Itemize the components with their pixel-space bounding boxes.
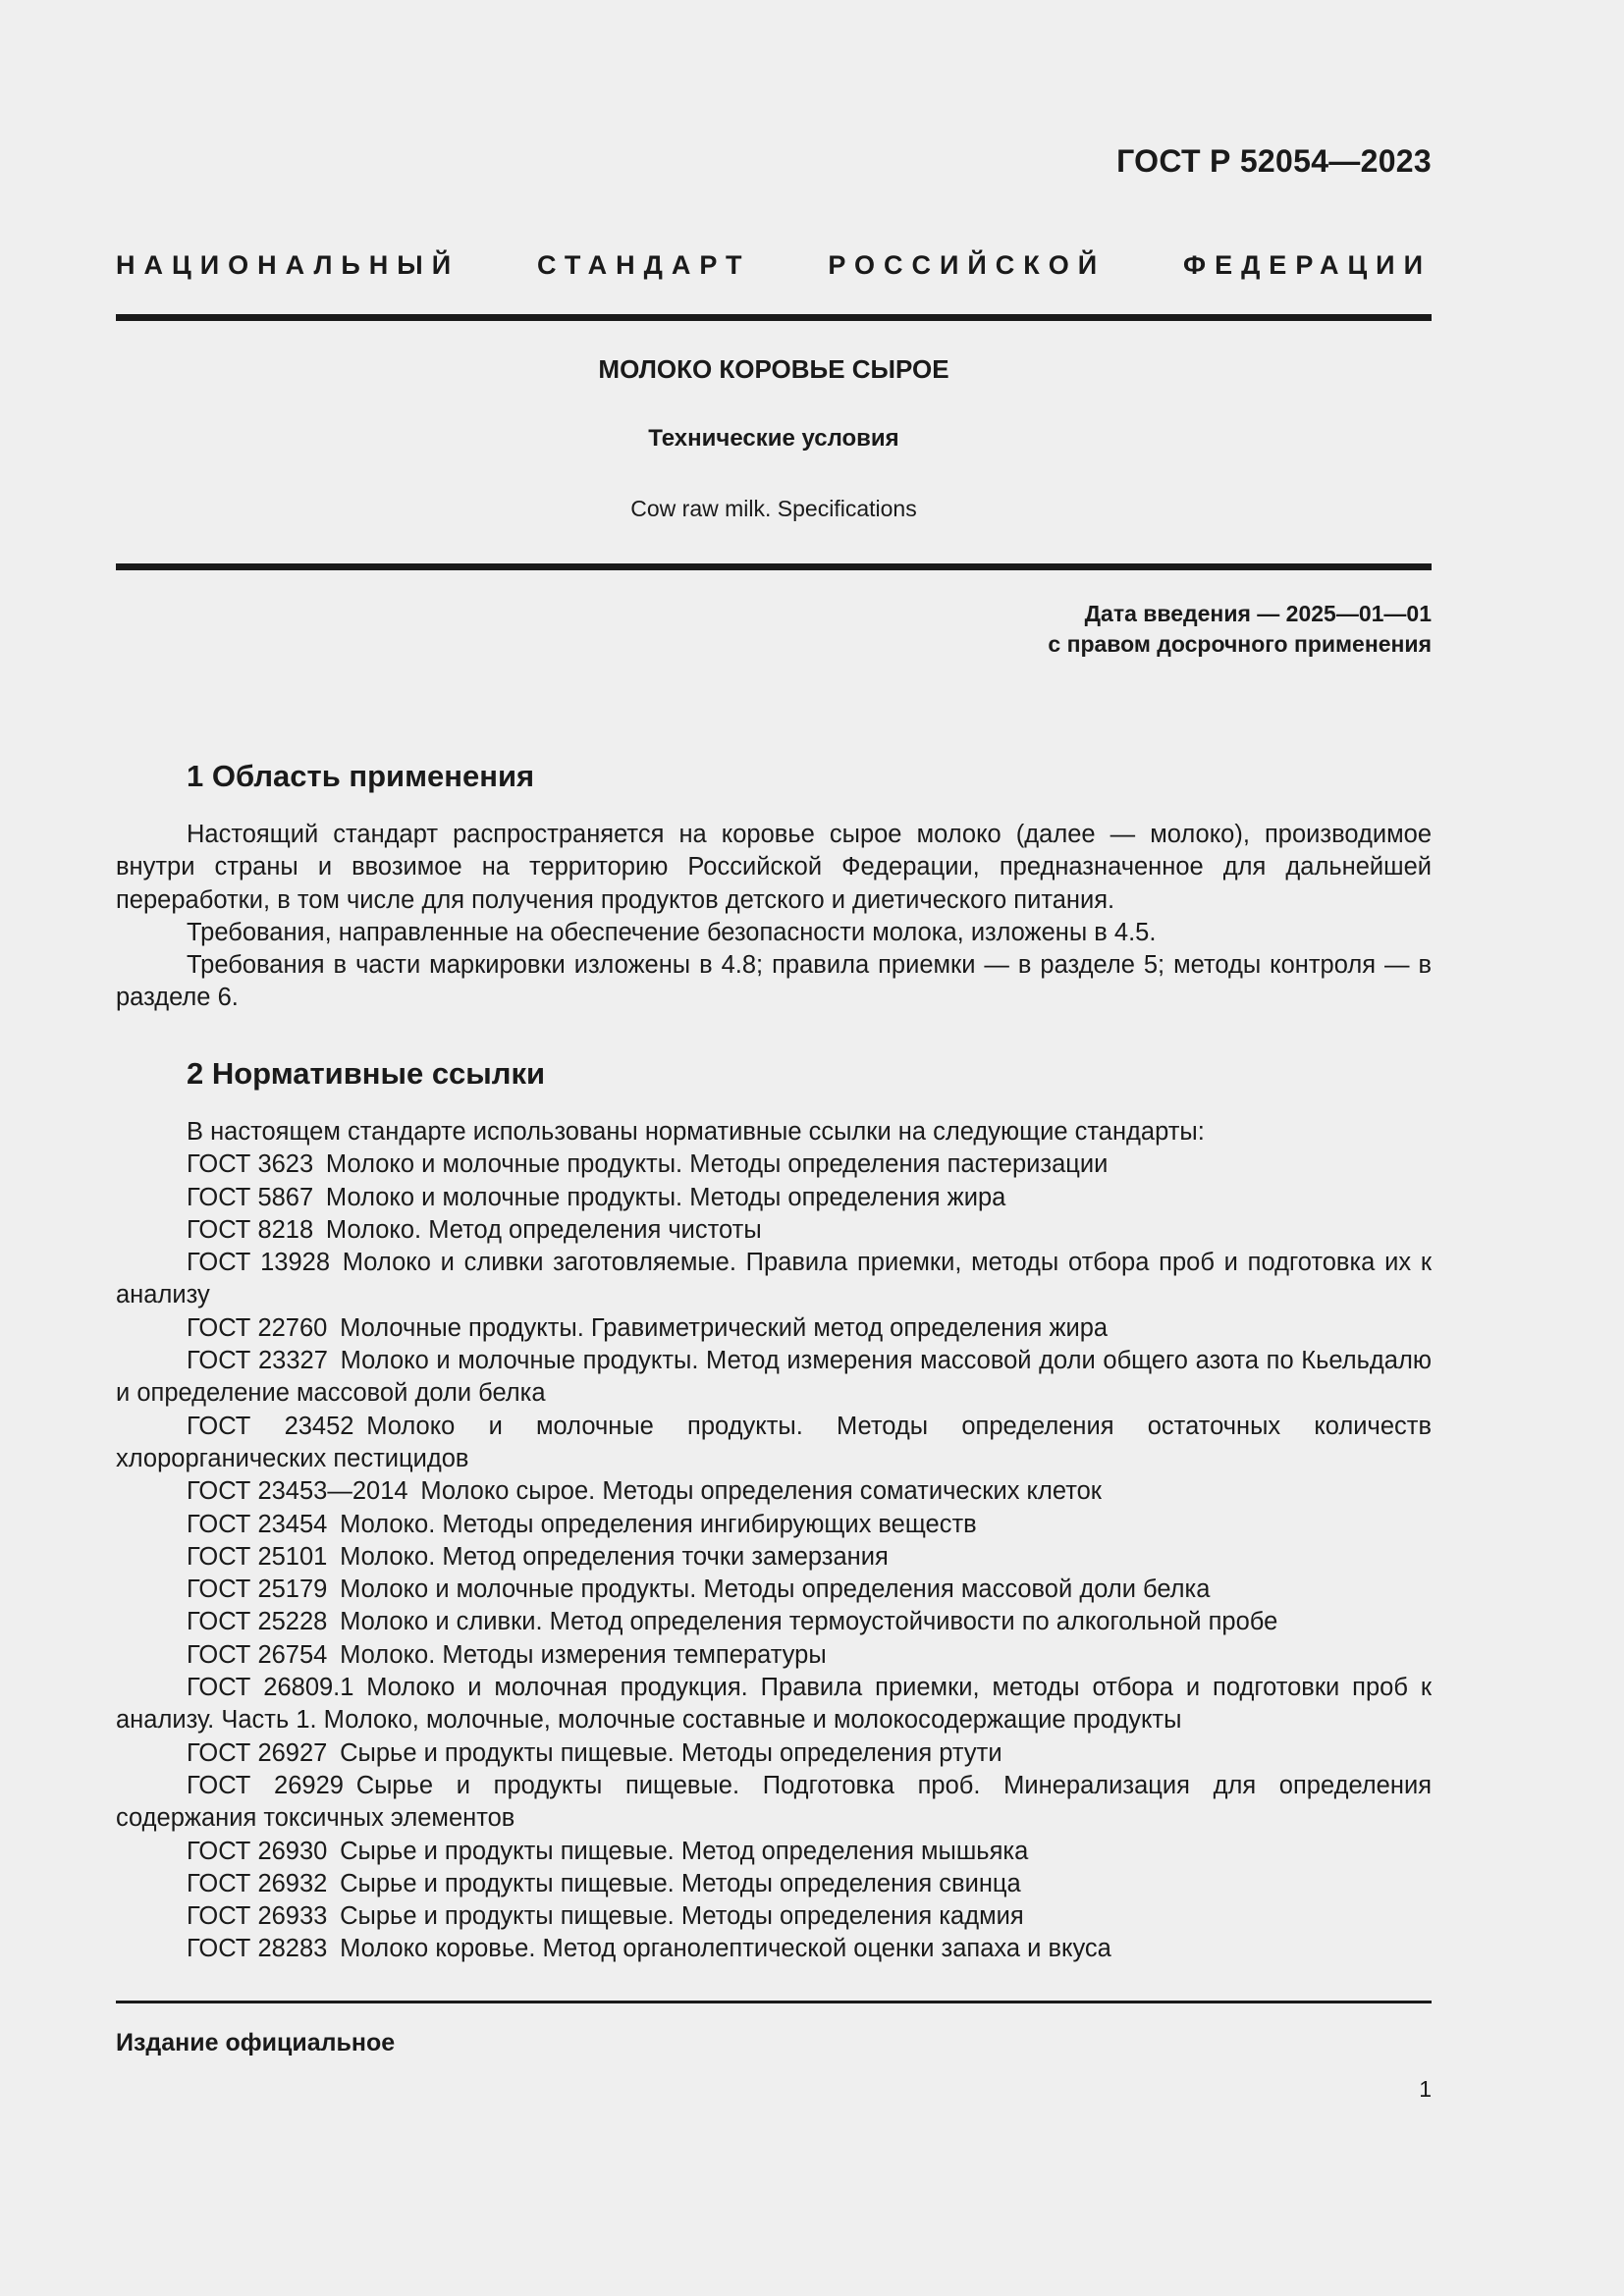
reference-item: [116, 1345, 1432, 1411]
reference-code: ГОСТ 23453—2014: [187, 1477, 408, 1506]
reference-item: [116, 1182, 1432, 1214]
reference-title: Сырье и продукты пищевые. Методы определения ртути: [340, 1738, 1002, 1767]
reference-code: ГОСТ 5867: [187, 1183, 314, 1211]
reference-title: Молоко и молочные продукты. Методы определения массовой доли белка: [340, 1575, 1211, 1604]
page-number: 1: [1419, 2076, 1432, 2102]
introduction-date: Дата введения — 2025—01—01: [1084, 601, 1432, 626]
document-title: МОЛОКО КОРОВЬЕ СЫРОЕ: [598, 354, 949, 384]
section-1-paragraph: Настоящий стандарт распространяется на коровье сырое молоко (далее — молоко), производимое внутри страны и ввозимое на территорию Российской Федерации, предназначенное для дальнейшей переработки, в том числе для получения продуктов детского и диетического питания.: [116, 821, 1432, 914]
reference-code: ГОСТ 22760: [187, 1313, 328, 1342]
reference-list: [116, 1148, 1432, 1965]
reference-code: ГОСТ 8218: [187, 1215, 314, 1244]
section-1-heading: 1 Область применения: [187, 759, 535, 793]
document-number: ГОСТ Р 52054—2023: [1116, 143, 1432, 179]
reference-item: [116, 1737, 1432, 1770]
reference-item: [116, 1672, 1432, 1737]
reference-item: [116, 1933, 1432, 1965]
reference-code: ГОСТ 26929: [187, 1771, 344, 1799]
reference-code: ГОСТ 23327: [187, 1347, 328, 1375]
reference-title: Молоко. Методы определения ингибирующих веществ: [340, 1510, 977, 1538]
introduction-date-block: [1048, 599, 1432, 660]
reference-item: [116, 1509, 1432, 1541]
reference-title: Молоко и молочная продукция. Правила приемки, методы отбора и подготовки проб к анализу. Часть 1. Молоко, молочные, молочные составные и молокосодержащие продукты: [116, 1674, 1432, 1735]
reference-code: ГОСТ 13928: [187, 1249, 331, 1277]
title-divider: [116, 563, 1432, 570]
reference-code: ГОСТ 23452: [187, 1412, 354, 1440]
reference-title: Молоко. Метод определения чистоты: [325, 1215, 762, 1244]
reference-title: Молоко и молочные продукты. Метод измерения массовой доли общего азота по Кьельдалю и определение массовой доли белка: [116, 1347, 1432, 1408]
english-title: Cow raw milk. Specifications: [630, 496, 917, 521]
section-2-lead: В настоящем стандарте использованы нормативные ссылки на следующие стандарты:: [187, 1118, 1205, 1146]
reference-item: [116, 1639, 1432, 1672]
section-1-paragraph: Требования в части маркировки изложены в 4.8; правила приемки — в разделе 5; методы контроля — в разделе 6.: [116, 951, 1432, 1012]
document-subtitle: Технические условия: [648, 425, 899, 452]
reference-code: ГОСТ 23454: [187, 1510, 328, 1538]
reference-item: [116, 1836, 1432, 1868]
reference-item: [116, 1475, 1432, 1508]
reference-title: Молоко и молочные продукты. Методы определения пастеризации: [325, 1150, 1109, 1179]
national-standard-banner: НАЦИОНАЛЬНЫЙ СТАНДАРТ РОССИЙСКОЙ ФЕДЕРАЦИИ: [116, 250, 1432, 280]
reference-code: ГОСТ 25179: [187, 1575, 328, 1604]
reference-item: [116, 1541, 1432, 1574]
section-1-paragraph: Требования, направленные на обеспечение безопасности молока, изложены в 4.5.: [187, 918, 1157, 946]
reference-title: Молоко. Метод определения точки замерзания: [340, 1542, 889, 1571]
reference-item: [116, 1574, 1432, 1606]
section-2-heading: 2 Нормативные ссылки: [187, 1056, 546, 1091]
official-edition-label: Издание официальное: [116, 2029, 396, 2056]
early-application-note: с правом досрочного применения: [1048, 631, 1432, 657]
section-1-body: [116, 819, 1432, 1015]
reference-code: ГОСТ 25228: [187, 1608, 328, 1636]
reference-item: [116, 1312, 1432, 1345]
reference-title: Сырье и продукты пищевые. Методы определения свинца: [340, 1869, 1021, 1897]
reference-item: [116, 1900, 1432, 1933]
reference-item: [116, 1247, 1432, 1312]
reference-code: ГОСТ 26933: [187, 1902, 328, 1931]
reference-title: Сырье и продукты пищевые. Метод определения мышьяка: [340, 1837, 1029, 1865]
reference-item: [116, 1770, 1432, 1836]
reference-title: Сырье и продукты пищевые. Подготовка проб. Минерализация для определения содержания токсичных элементов: [116, 1771, 1432, 1833]
reference-title: Молоко и сливки. Метод определения термоустойчивости по алкогольной пробе: [340, 1608, 1278, 1636]
reference-code: ГОСТ 26932: [187, 1869, 328, 1897]
top-divider: [116, 314, 1432, 321]
reference-item: [116, 1411, 1432, 1476]
reference-title: Молоко сырое. Методы определения соматических клеток: [420, 1477, 1102, 1506]
reference-title: Молоко. Методы измерения температуры: [340, 1640, 827, 1669]
reference-code: ГОСТ 26927: [187, 1738, 328, 1767]
reference-title: Молочные продукты. Гравиметрический метод определения жира: [340, 1313, 1109, 1342]
reference-item: [116, 1868, 1432, 1900]
reference-title: Сырье и продукты пищевые. Методы определения кадмия: [340, 1902, 1024, 1931]
reference-item: [116, 1148, 1432, 1181]
document-page: [116, 0, 1432, 2296]
reference-code: ГОСТ 26809.1: [187, 1674, 354, 1702]
footer-divider: [116, 2001, 1432, 2003]
reference-title: Молоко и молочные продукты. Методы определения остаточных количеств хлорорганических пестицидов: [116, 1412, 1432, 1472]
reference-item: [116, 1606, 1432, 1638]
reference-title: Молоко и сливки заготовляемые. Правила приемки, методы отбора проб и подготовка их к анализу: [116, 1249, 1432, 1309]
reference-title: Молоко и молочные продукты. Методы определения жира: [325, 1183, 1006, 1211]
reference-title: Молоко коровье. Метод органолептической оценки запаха и вкуса: [340, 1935, 1111, 1963]
reference-code: ГОСТ 28283: [187, 1935, 328, 1963]
reference-item: [116, 1214, 1432, 1247]
section-2-body: [116, 1116, 1432, 1966]
reference-code: ГОСТ 3623: [187, 1150, 314, 1179]
reference-code: ГОСТ 26930: [187, 1837, 328, 1865]
reference-code: ГОСТ 26754: [187, 1640, 328, 1669]
reference-code: ГОСТ 25101: [187, 1542, 328, 1571]
